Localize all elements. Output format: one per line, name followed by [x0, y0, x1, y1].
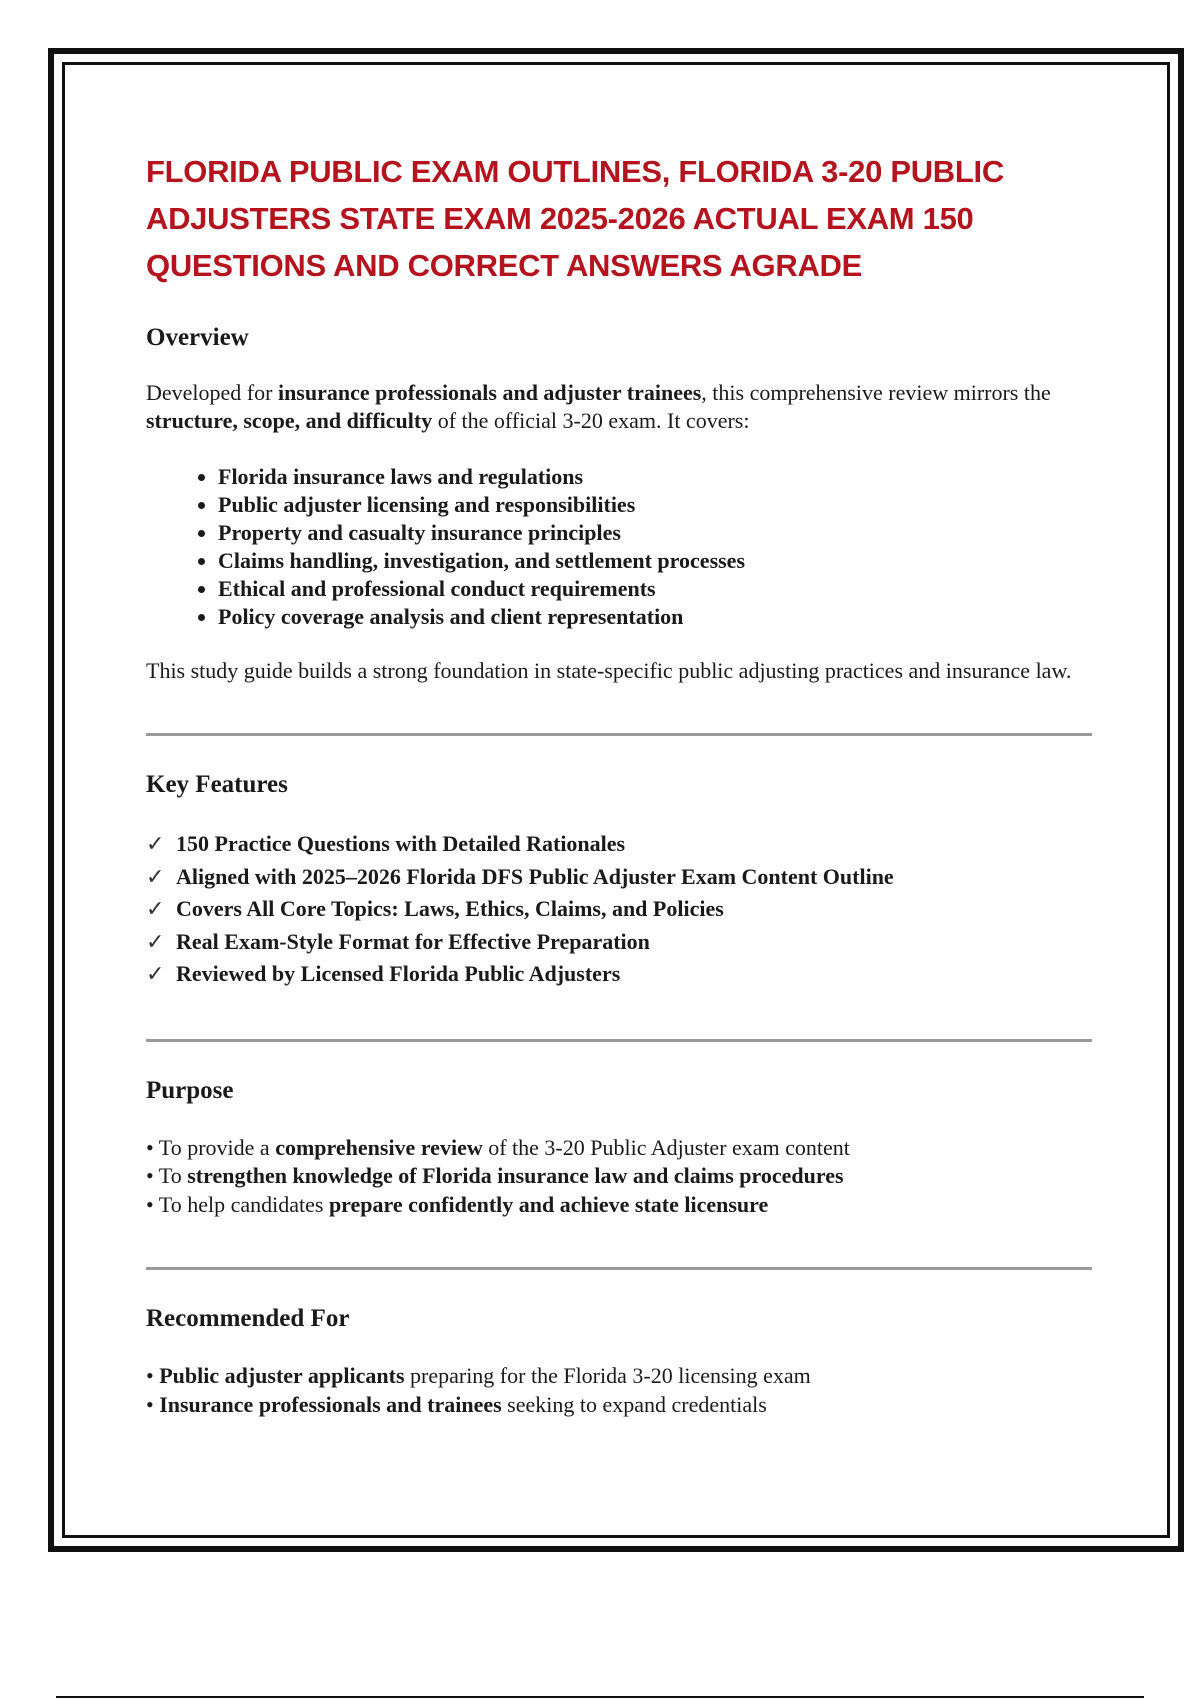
purpose-heading: Purpose: [146, 1076, 234, 1104]
overview-heading: Overview: [146, 324, 249, 351]
bullet-icon: •: [146, 1391, 154, 1417]
overview-topic-list: [146, 463, 1096, 631]
section-divider: [146, 733, 1092, 736]
list-item: • Policy coverage analysis and client representation: [218, 603, 1096, 631]
key-features-list: [146, 828, 1096, 991]
feature-item: ✓ 150 Practice Questions with Detailed Rationales: [146, 828, 1096, 861]
page-footer-rule: [56, 1696, 1144, 1698]
list-item: • Public adjuster licensing and responsibilities: [218, 491, 1096, 519]
document-title: FLORIDA PUBLIC EXAM OUTLINES, FLORIDA 3-20 PUBLIC ADJUSTERS STATE EXAM 2025-2026 ACTUAL EXAM 150 QUESTIONS AND CORRECT ANSWERS AGRADE: [146, 154, 1004, 283]
section-divider: [146, 1267, 1092, 1270]
feature-item: ✓ Real Exam-Style Format for Effective Preparation: [146, 926, 1096, 959]
document-content: [146, 148, 1096, 1419]
recommended-list: [146, 1362, 1096, 1419]
list-item: • Insurance professionals and trainees seeking to expand credentials: [146, 1391, 767, 1417]
check-icon: ✓: [146, 961, 165, 986]
bullet-icon: •: [146, 1191, 154, 1217]
purpose-list: [146, 1134, 1096, 1220]
list-item: • Property and casualty insurance principles: [218, 519, 1096, 547]
list-item: • To provide a comprehensive review of the 3-20 Public Adjuster exam content: [146, 1134, 850, 1160]
overview-closing: This study guide builds a strong foundation in state-specific public adjusting practices and insurance law.: [146, 658, 1072, 683]
check-icon: ✓: [146, 831, 165, 856]
feature-item: ✓ Covers All Core Topics: Laws, Ethics, Claims, and Policies: [146, 893, 1096, 926]
section-divider: [146, 1039, 1092, 1042]
bullet-icon: •: [146, 1134, 154, 1160]
check-icon: ✓: [146, 928, 165, 954]
list-item: • Florida insurance laws and regulations: [218, 463, 1096, 491]
feature-item: ✓ Aligned with 2025–2026 Florida DFS Public Adjuster Exam Content Outline: [146, 861, 1096, 894]
feature-item: ✓ Reviewed by Licensed Florida Public Adjusters: [146, 958, 1096, 991]
list-item: • Claims handling, investigation, and settlement processes: [218, 547, 1096, 575]
recommended-heading: Recommended For: [146, 1305, 350, 1332]
bullet-icon: •: [146, 1363, 154, 1388]
key-features-heading: Key Features: [146, 771, 288, 798]
list-item: • To help candidates prepare confidently and achieve state licensure: [146, 1191, 769, 1217]
check-icon: ✓: [146, 863, 165, 889]
list-item: • To strengthen knowledge of Florida insurance law and claims procedures: [146, 1163, 844, 1188]
check-icon: ✓: [146, 896, 165, 921]
list-item: • Ethical and professional conduct requirements: [218, 575, 1096, 603]
list-item: • Public adjuster applicants preparing for the Florida 3-20 licensing exam: [146, 1363, 811, 1388]
overview-intro: Developed for insurance professionals and adjuster trainees, this comprehensive review mirrors the structure, scope, and difficulty of the official 3-20 exam. It covers:: [146, 380, 1051, 433]
bullet-icon: •: [146, 1163, 154, 1188]
